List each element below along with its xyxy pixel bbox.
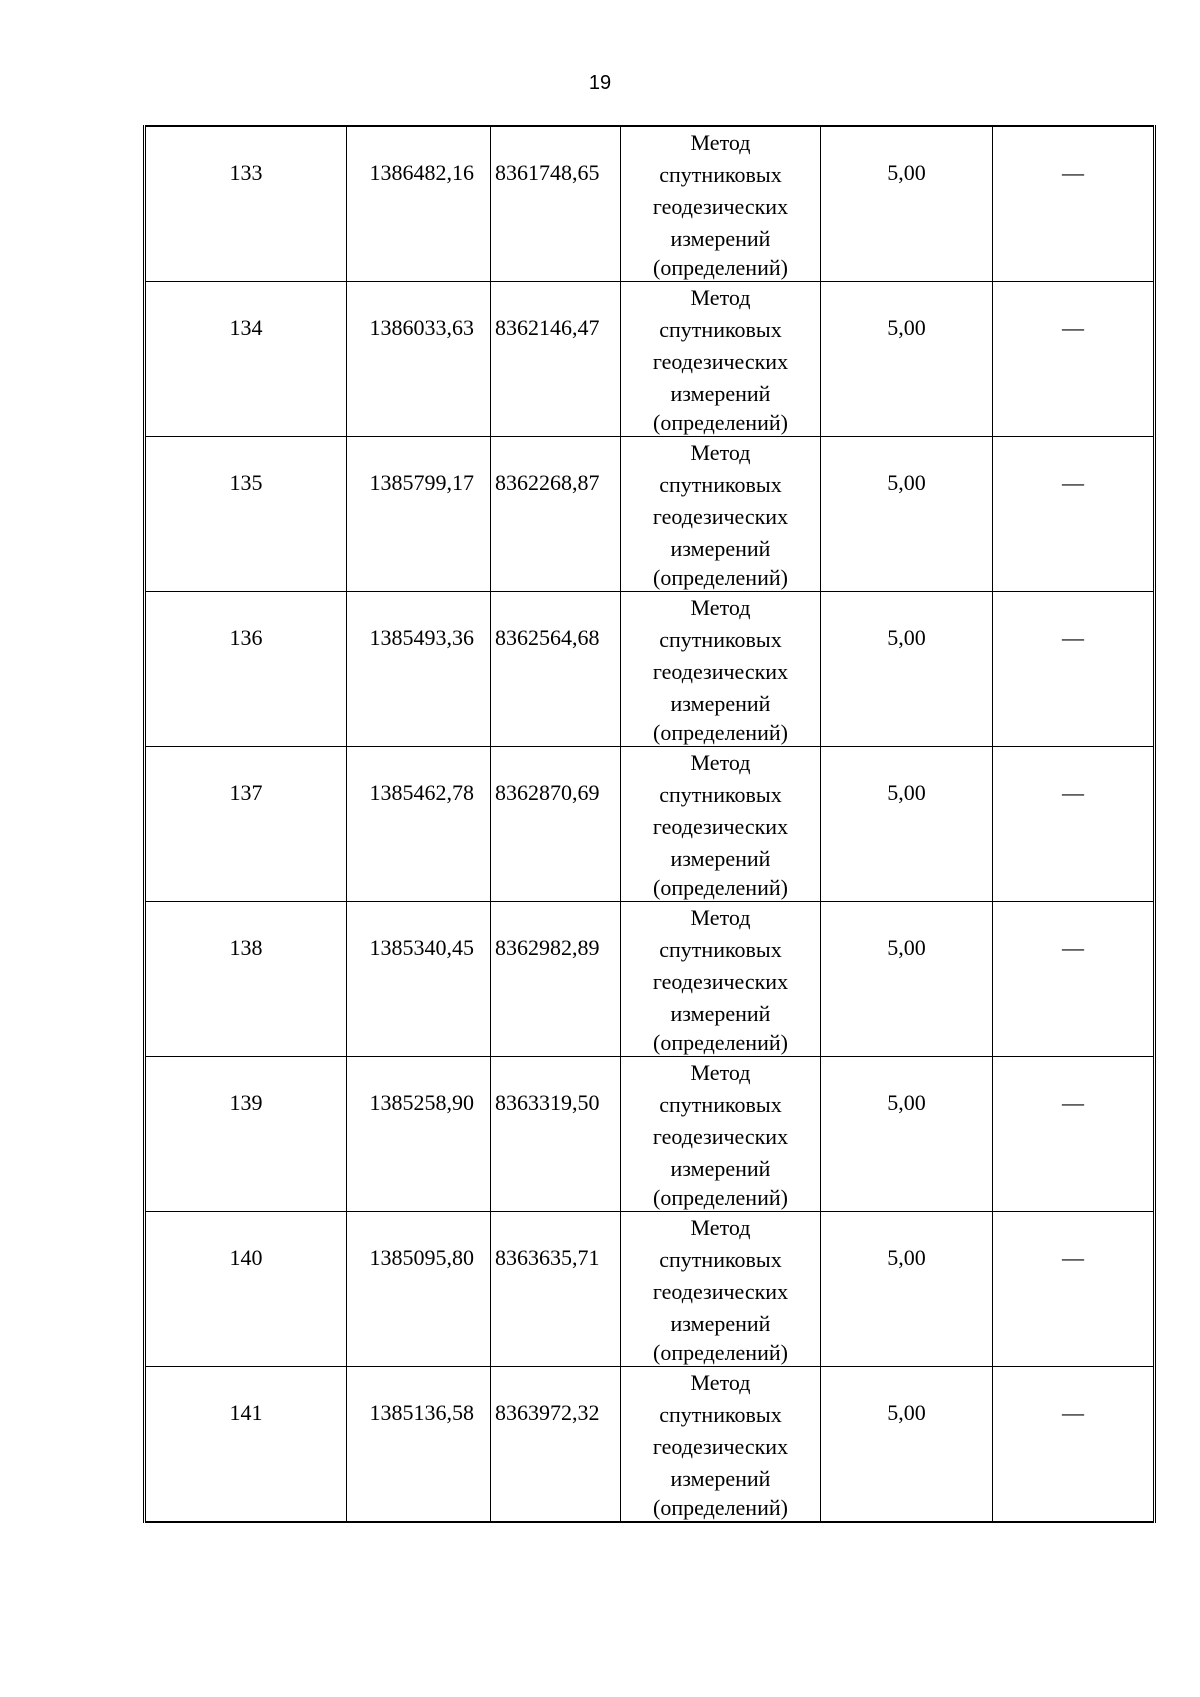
point-number-cell: 140: [145, 1212, 347, 1367]
table-row: [145, 1212, 1155, 1367]
method-line: геодезических: [652, 1124, 789, 1149]
method-cell: [621, 902, 821, 1057]
method-line: (определений): [653, 410, 788, 435]
method-line: геодезических: [652, 1434, 789, 1459]
x-coordinate-cell: 1385493,36: [347, 592, 491, 747]
method-line: спутниковых: [659, 162, 782, 187]
method-cell: [621, 126, 821, 282]
method-line: измерений: [670, 1156, 771, 1181]
note-cell: —: [993, 1367, 1155, 1523]
y-coordinate-cell: 8363319,50: [491, 1057, 621, 1212]
accuracy-cell: 5,00: [821, 437, 993, 592]
method-line: (определений): [653, 875, 788, 900]
y-coordinate-cell: 8362146,47: [491, 282, 621, 437]
note-cell: —: [993, 747, 1155, 902]
method-cell: [621, 747, 821, 902]
page-number: 19: [588, 72, 612, 94]
note-cell: —: [993, 902, 1155, 1057]
accuracy-cell: 5,00: [821, 282, 993, 437]
accuracy-cell: 5,00: [821, 126, 993, 282]
x-coordinate-cell: 1385095,80: [347, 1212, 491, 1367]
method-line: измерений: [670, 846, 771, 871]
table-row: [145, 282, 1155, 437]
method-line: Метод: [690, 440, 751, 465]
x-coordinate-cell: 1385462,78: [347, 747, 491, 902]
table-row: [145, 902, 1155, 1057]
x-coordinate-cell: 1385340,45: [347, 902, 491, 1057]
point-number-cell: 137: [145, 747, 347, 902]
y-coordinate-cell: 8362982,89: [491, 902, 621, 1057]
x-coordinate-cell: 1385258,90: [347, 1057, 491, 1212]
x-coordinate-cell: 1386482,16: [347, 126, 491, 282]
y-coordinate-cell: 8362268,87: [491, 437, 621, 592]
method-line: геодезических: [652, 814, 789, 839]
y-coordinate-cell: 8361748,65: [491, 126, 621, 282]
method-line: Метод: [690, 1215, 751, 1240]
method-line: спутниковых: [659, 1092, 782, 1117]
method-line: геодезических: [652, 659, 789, 684]
x-coordinate-cell: 1386033,63: [347, 282, 491, 437]
method-line: спутниковых: [659, 782, 782, 807]
note-cell: —: [993, 1212, 1155, 1367]
coordinates-table: [143, 125, 1156, 1523]
method-line: спутниковых: [659, 627, 782, 652]
table-row: [145, 437, 1155, 592]
note-cell: —: [993, 126, 1155, 282]
method-line: спутниковых: [659, 317, 782, 342]
point-number-cell: 135: [145, 437, 347, 592]
method-line: (определений): [653, 565, 788, 590]
method-line: (определений): [653, 1185, 788, 1210]
note-cell: —: [993, 437, 1155, 592]
note-cell: —: [993, 282, 1155, 437]
table-row: [145, 1057, 1155, 1212]
method-cell: [621, 437, 821, 592]
method-line: геодезических: [652, 1279, 789, 1304]
point-number-cell: 139: [145, 1057, 347, 1212]
method-line: измерений: [670, 381, 771, 406]
accuracy-cell: 5,00: [821, 592, 993, 747]
accuracy-cell: 5,00: [821, 1212, 993, 1367]
accuracy-cell: 5,00: [821, 1057, 993, 1212]
method-cell: [621, 1367, 821, 1523]
method-line: Метод: [690, 905, 751, 930]
method-line: (определений): [653, 720, 788, 745]
note-cell: —: [993, 1057, 1155, 1212]
point-number-cell: 134: [145, 282, 347, 437]
method-line: измерений: [670, 536, 771, 561]
method-line: (определений): [653, 1340, 788, 1365]
method-cell: [621, 1057, 821, 1212]
method-line: геодезических: [652, 349, 789, 374]
y-coordinate-cell: 8363972,32: [491, 1367, 621, 1523]
method-line: Метод: [690, 285, 751, 310]
method-line: (определений): [653, 1495, 788, 1520]
method-line: Метод: [690, 130, 751, 155]
method-cell: [621, 592, 821, 747]
y-coordinate-cell: 8362870,69: [491, 747, 621, 902]
table-body: [145, 126, 1155, 1522]
method-line: (определений): [653, 255, 788, 280]
method-cell: [621, 1212, 821, 1367]
y-coordinate-cell: 8362564,68: [491, 592, 621, 747]
y-coordinate-cell: 8363635,71: [491, 1212, 621, 1367]
method-line: измерений: [670, 1466, 771, 1491]
method-line: спутниковых: [659, 1247, 782, 1272]
method-line: Метод: [690, 1060, 751, 1085]
table-row: [145, 1367, 1155, 1523]
method-line: измерений: [670, 691, 771, 716]
table-row: [145, 592, 1155, 747]
method-line: измерений: [670, 1001, 771, 1026]
method-line: спутниковых: [659, 1402, 782, 1427]
method-line: Метод: [690, 750, 751, 775]
table-row: [145, 747, 1155, 902]
method-line: спутниковых: [659, 937, 782, 962]
method-line: Метод: [690, 1370, 751, 1395]
method-line: (определений): [653, 1030, 788, 1055]
accuracy-cell: 5,00: [821, 1367, 993, 1523]
table-row: [145, 126, 1155, 282]
method-cell: [621, 282, 821, 437]
method-line: измерений: [670, 1311, 771, 1336]
method-line: измерений: [670, 226, 771, 251]
point-number-cell: 136: [145, 592, 347, 747]
point-number-cell: 133: [145, 126, 347, 282]
x-coordinate-cell: 1385799,17: [347, 437, 491, 592]
note-cell: —: [993, 592, 1155, 747]
point-number-cell: 141: [145, 1367, 347, 1523]
method-line: геодезических: [652, 969, 789, 994]
method-line: геодезических: [652, 504, 789, 529]
method-line: Метод: [690, 595, 751, 620]
method-line: геодезических: [652, 194, 789, 219]
x-coordinate-cell: 1385136,58: [347, 1367, 491, 1523]
point-number-cell: 138: [145, 902, 347, 1057]
accuracy-cell: 5,00: [821, 747, 993, 902]
method-line: спутниковых: [659, 472, 782, 497]
accuracy-cell: 5,00: [821, 902, 993, 1057]
